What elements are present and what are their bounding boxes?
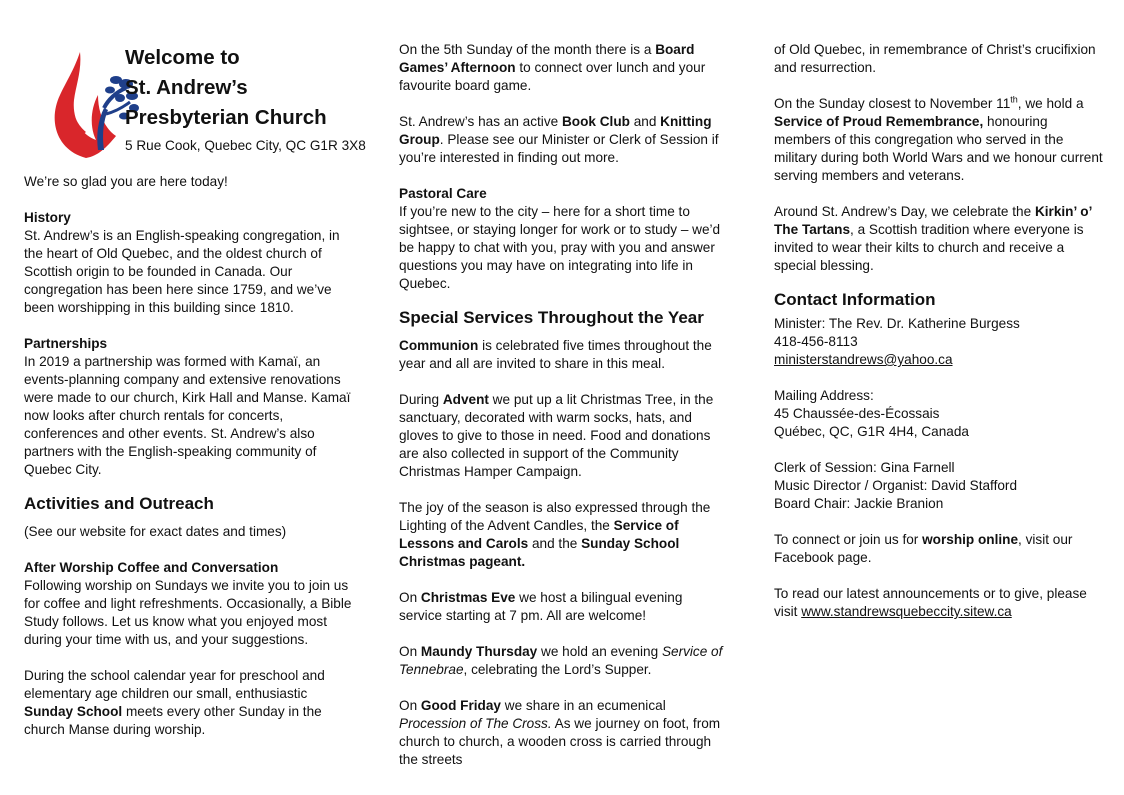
board-games-text [399,41,729,95]
text-run: The joy of the season is also expressed through the Lighting of the Advent Candles, the [399,500,711,533]
column-right [774,41,1104,639]
good-friday-text [399,697,729,769]
column-middle [399,41,729,769]
text-run: we hold an evening [537,644,662,659]
advent-text [399,391,729,481]
good-friday-continued: of Old Quebec, in remembrance of Christ’s crucifixion and resurrection. [774,42,1096,75]
page-title [125,43,365,133]
text-run: and the [528,536,582,551]
text-run: is celebrated five times throughout the year and all are invited to share in this meal. [399,338,712,371]
christmas-eve-text [399,589,729,625]
column-left-body [24,173,354,757]
superscript: th [1010,94,1018,105]
minister-contact [774,315,1104,369]
text-run-italic: Service of Tennebrae [399,644,723,677]
contact-heading: Contact Information [774,290,936,309]
book-club-text [399,113,729,167]
mailing-address [774,387,1104,441]
give-text [774,585,1104,621]
text-run: As we journey on foot, from church to church, a wooden cross is carried through the streets [399,716,721,767]
history-heading: History [24,210,71,225]
clerk-of-session: Clerk of Session: Gina Farnell [774,460,955,475]
text-run: we put up a lit Christmas Tree, in the sanctuary, decorated with warm socks, hats, and gloves to give to those in need. Food and donations are also collected in support of the Community Christmas Hamper Campaign. [399,392,714,479]
text-run: Around St. Andrew’s Day, we celebrate the [774,204,1035,219]
remembrance-text [774,95,1104,185]
title-line: St. Andrew’s [125,76,248,99]
church-address: 5 Rue Cook, Quebec City, QC G1R 3X8 [125,138,366,153]
text-run-bold: Service of Proud Remembrance, [774,114,984,129]
text-run: To read our latest announcements or to give, please visit [774,586,1087,619]
text-run: On [399,698,421,713]
text-run-bold: Christmas Eve [420,590,516,605]
text-run: honouring members of this congregation who served in the military during both World Wars and we honour current serving members and veterans. [774,114,1103,183]
text-run-bold: Sunday School Christmas pageant. [399,536,680,569]
text-run-bold: Advent [442,392,489,407]
text-run: On [399,590,421,605]
text-run: On [399,644,421,659]
text-run: , a Scottish tradition where everyone is invited to wear their kilts to church and receive a special blessing. [774,222,1084,273]
text-run-italic: Procession of The Cross. [399,716,552,731]
welcome-text: We’re so glad you are here today! [24,174,228,189]
text-run-bold: Service of Lessons and Carols [399,518,679,551]
activities-heading: Activities and Outreach [24,494,214,513]
kirkin-text [774,203,1104,275]
communion-text [399,337,729,373]
text-run-bold: Book Club [561,114,630,129]
text-run-bold: Maundy Thursday [420,644,538,659]
pastoral-section [399,185,729,293]
text-run: On the Sunday closest to November 11 [774,96,1011,111]
text-run: St. Andrew’s has an active [399,114,562,129]
text-run: and [629,114,661,129]
mailing-line: 45 Chaussée-des-Écossais [774,406,940,421]
partnerships-heading: Partnerships [24,336,108,351]
text-run: During the school calendar year for preschool and elementary age children our small, enthusiastic [24,668,325,701]
text-run: On the 5th Sunday of the month there is a [399,42,656,57]
music-director: Music Director / Organist: David Stafford [774,478,1018,493]
text-run: we host a bilingual evening service starting at 7 pm. All are welcome! [399,590,683,623]
sunday-school-text [24,667,354,739]
mailing-label: Mailing Address: [774,388,874,403]
special-services-heading: Special Services Throughout the Year [399,308,704,327]
text-run: During [399,392,443,407]
email-link[interactable]: ministerstandrews@yahoo.ca [774,352,953,367]
text-run-bold: worship online [922,532,1019,547]
text-run: we share in an ecumenical [500,698,666,713]
title-line: Presbyterian Church [125,106,327,129]
worship-online-text [774,531,1104,567]
text-run: , celebrating the Lord’s Supper. [463,662,652,677]
text-run-bold: Board Games’ Afternoon [399,42,695,75]
partnerships-section [24,335,354,479]
phone-number: 418-456-8113 [774,334,858,349]
text-run: , visit our Facebook page. [774,532,1073,565]
website-link[interactable]: www.standrewsquebeccity.sitew.ca [801,604,1012,619]
history-section [24,209,354,317]
joy-text [399,499,729,571]
text-run-bold: Good Friday [420,698,501,713]
title-line: Welcome to [125,46,240,69]
staff-list [774,459,1104,513]
text-run-bold: Communion [399,338,479,353]
text-run-bold: Kirkin’ o’ The Tartans [774,204,1092,237]
text-run: . Please see our Minister or Clerk of Session if you’re interested in finding out more. [399,132,719,165]
pastoral-text: If you’re new to the city – here for a short time to sightsee, or staying longer for work or to study – we’d be happy to chat with you, pray with you and answer questions you may have on integrating into life in Quebec. [399,204,721,291]
coffee-section [24,559,354,649]
text-run: to connect over lunch and your favourite board game. [399,60,706,93]
mailing-line: Québec, QC, G1R 4H4, Canada [774,424,969,439]
text-run: , we hold a [1017,96,1084,111]
coffee-text: Following worship on Sundays we invite you to join us for coffee and light refreshments. Occasionally, a Bible Study follows. Let us know what you enjoyed most during your time with us, and your suggestions. [24,578,352,647]
text-run-bold: Knitting Group [399,114,712,147]
board-chair: Board Chair: Jackie Branion [774,496,944,511]
partnerships-text: In 2019 a partnership was formed with Kamaï, an events-planning company and extensive renovations were made to our church, Kirk Hall and Manse. Kamaï now looks after church rentals for concerts, conferences and other events. St. Andrew’s also partners with the English-speaking community of Quebec City. [24,354,351,477]
history-text: St. Andrew’s is an English-speaking congregation, in the heart of Old Quebec, and the oldest church of Scottish origin to be founded in Canada. Our congregation has been here since 1759, and we’ve been worshipping in this building since 1810. [24,228,340,315]
text-run-bold: Sunday School [24,704,123,719]
text-run: To connect or join us for [774,532,923,547]
minister-name: Minister: The Rev. Dr. Katherine Burgess [774,316,1020,331]
coffee-heading: After Worship Coffee and Conversation [24,560,279,575]
maundy-thursday-text [399,643,729,679]
activities-note: (See our website for exact dates and times) [24,524,287,539]
text-run: meets every other Sunday in the church Manse during worship. [24,704,322,737]
pastoral-heading: Pastoral Care [399,186,487,201]
